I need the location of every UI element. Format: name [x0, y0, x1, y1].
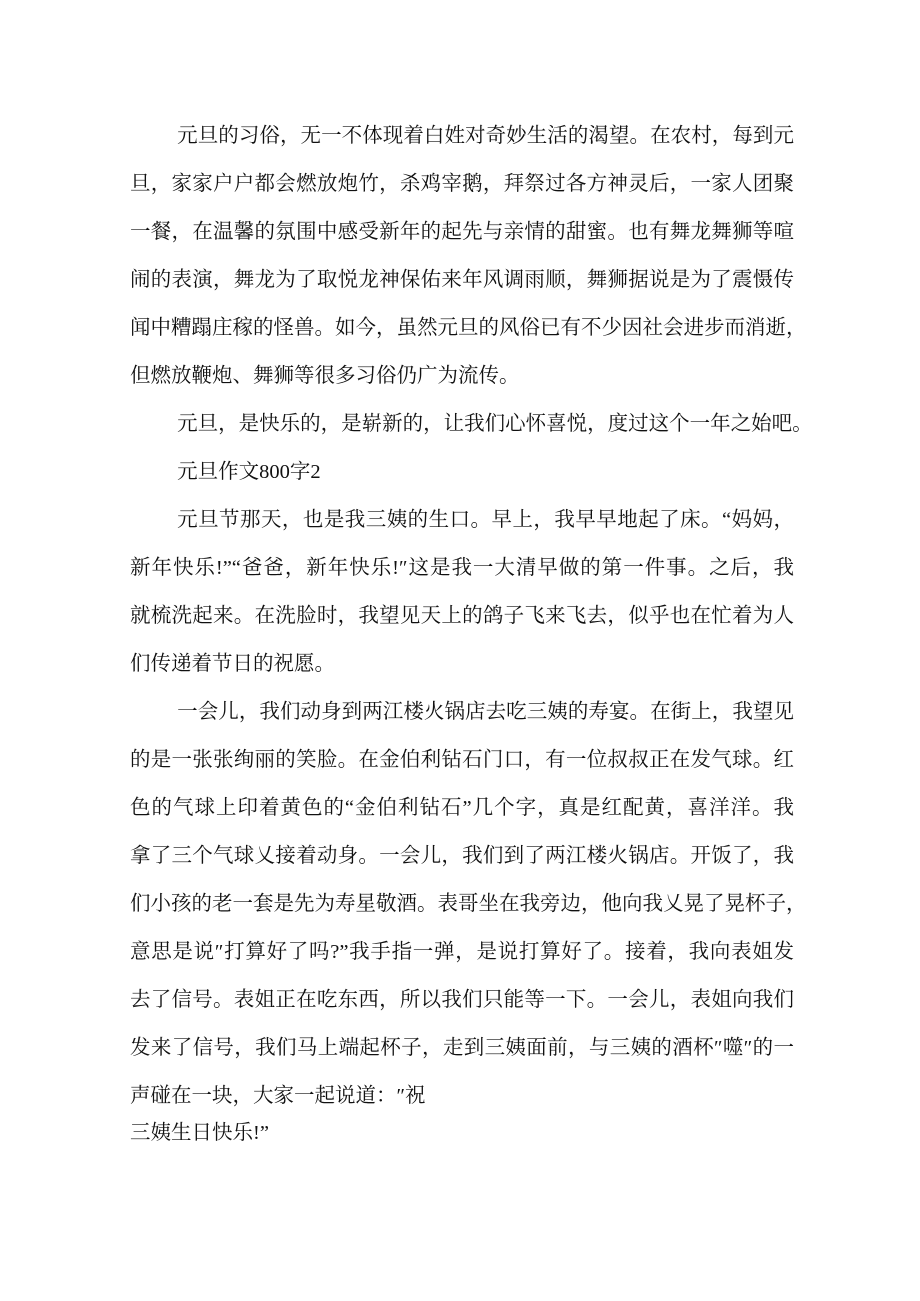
text-line: 色的气球上印着黄色的“金伯利钻石”几个字，真是红配黄，喜洋洋。我: [130, 797, 794, 819]
text-line: 元旦，是快乐的，是崭新的，让我们心怀喜悦，度过这个一年之始吧。: [177, 413, 813, 435]
text-line: 拿了三个气球乂接着动身。一会儿，我们到了两江楼火锅店。开饭了，我: [130, 845, 794, 867]
text-line: 发来了信号，我们马上端起杯子，走到三姨面前，与三姨的酒杯″噬″的一: [130, 1037, 794, 1059]
essay-text-block: [130, 112, 813, 1146]
text-line: 但燃放鞭炮、舞狮等很多习俗仍广为流传。: [130, 365, 520, 387]
text-line: 闹的表演，舞龙为了取悦龙神保佑来年风调雨顺，舞狮据说是为了震慑传: [130, 269, 794, 291]
text-line: 一会儿，我们动身到两江楼火锅店去吃三姨的寿宴。在街上，我望见: [177, 701, 794, 723]
text-line: 声碰在一块，大家一起说道：″祝: [130, 1085, 426, 1107]
text-line: 元旦节那天，也是我三姨的生口。早上，我早早地起了床。“妈妈，: [177, 509, 794, 531]
text-line: 新年快乐!”“爸爸，新年快乐!″这是我一大清早做的第一件事。之后，我: [130, 557, 794, 579]
text-line: 去了信号。表姐正在吃东西，所以我们只能等一下。一会儿，表姐向我们: [130, 989, 794, 1011]
text-line: 元旦的习俗，无一不体现着白姓对奇妙生活的渴望。在农村，每到元: [177, 125, 794, 147]
text-line: 就梳洗起来。在洗脸时，我望见天上的鸽子飞来飞去，似乎也在忙着为人: [130, 605, 794, 627]
text-line: 闻中糟蹋庄稼的怪兽。如今，虽然元旦的风俗已有不少因社会进步而消逝，: [130, 317, 807, 339]
section-heading: 元旦作文800字2: [177, 461, 321, 483]
text-line: 们传递着节日的祝愿。: [130, 653, 335, 675]
text-line: 们小孩的老一套是先为寿星敬酒。表哥坐在我旁边，他向我乂晃了晃杯子，: [130, 893, 807, 915]
text-line: 三姨生日快乐!”: [130, 1122, 269, 1144]
text-line: 一餐，在温馨的氛围中感受新年的起先与亲情的甜蜜。也有舞龙舞狮等喧: [130, 221, 794, 243]
text-line: 意思是说″打算好了吗?”我手指一弹，是说打算好了。接着，我向表姐发: [130, 941, 794, 963]
text-line: 的是一张张绚丽的笑脸。在金伯利钻石门口，有一位叔叔正在发气球。红: [130, 749, 794, 771]
text-line: 旦，家家户户都会燃放炮竹，杀鸡宰鹅，拜祭过各方神灵后，一家人团聚: [130, 173, 794, 195]
